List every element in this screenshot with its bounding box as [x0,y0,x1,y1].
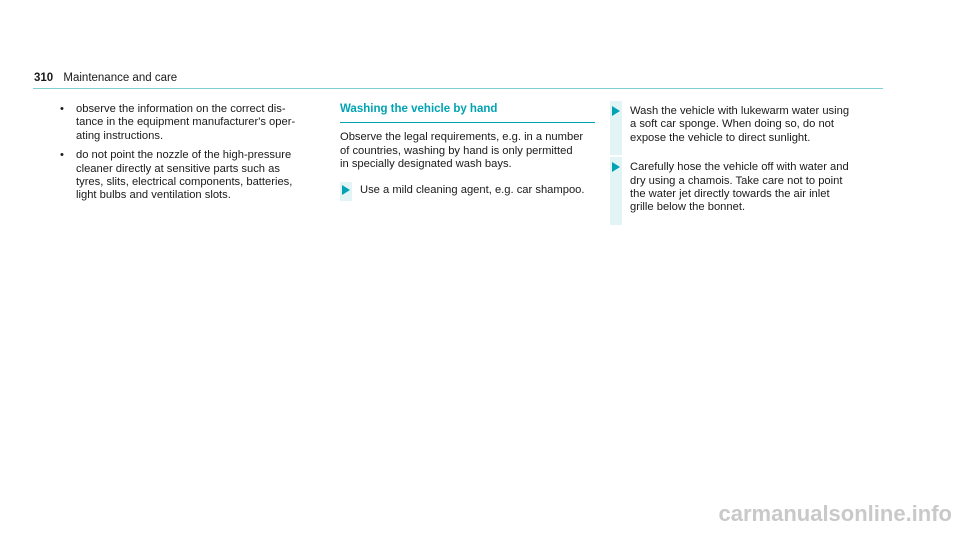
step-text: Carefully hose the vehicle off with water and dry using a chamois. Take care not to point the water jet directly towards the air inlet grille below the bonnet. [630,161,849,214]
page-number: 310 [34,72,54,84]
bullet-item [60,103,315,143]
step-text: Use a mild cleaning agent, e.g. car shampoo. [360,183,585,196]
bullet-item [60,149,315,203]
step-arrow-icon [342,185,350,195]
bullet-marker: • [60,103,64,115]
bullet-text: do not point the nozzle of the high-pressure cleaner directly at sensitive parts such as tyres, slits, electrical components, batteries, light bulbs and ventilation slots. [76,149,293,202]
step-text: Wash the vehicle with lukewarm water using a soft car sponge. When doing so, do not expose the vehicle to direct sunlight. [630,105,850,144]
page-header [34,72,177,84]
instruction-step [610,103,870,149]
step-arrow-icon [612,106,620,116]
column-3 [610,103,870,229]
section-title: Maintenance and care [63,72,178,84]
bullet-text: observe the information on the correct dis- tance in the equipment manufacturer's oper- ating instructions. [76,103,296,142]
instruction-step [610,159,870,219]
column-2 [340,103,600,211]
header-rule [33,88,883,89]
watermark: carmanualsonline.info [718,501,952,526]
step-arrow-icon [612,162,620,172]
bullet-marker: • [60,149,64,162]
section-heading: Washing the vehicle by hand [340,103,595,123]
column-1 [60,103,315,209]
instruction-step [340,182,600,201]
intro-paragraph: Observe the legal requirements, e.g. in a number of countries, washing by hand is only permitted in specially designated wash bays. [340,131,584,171]
